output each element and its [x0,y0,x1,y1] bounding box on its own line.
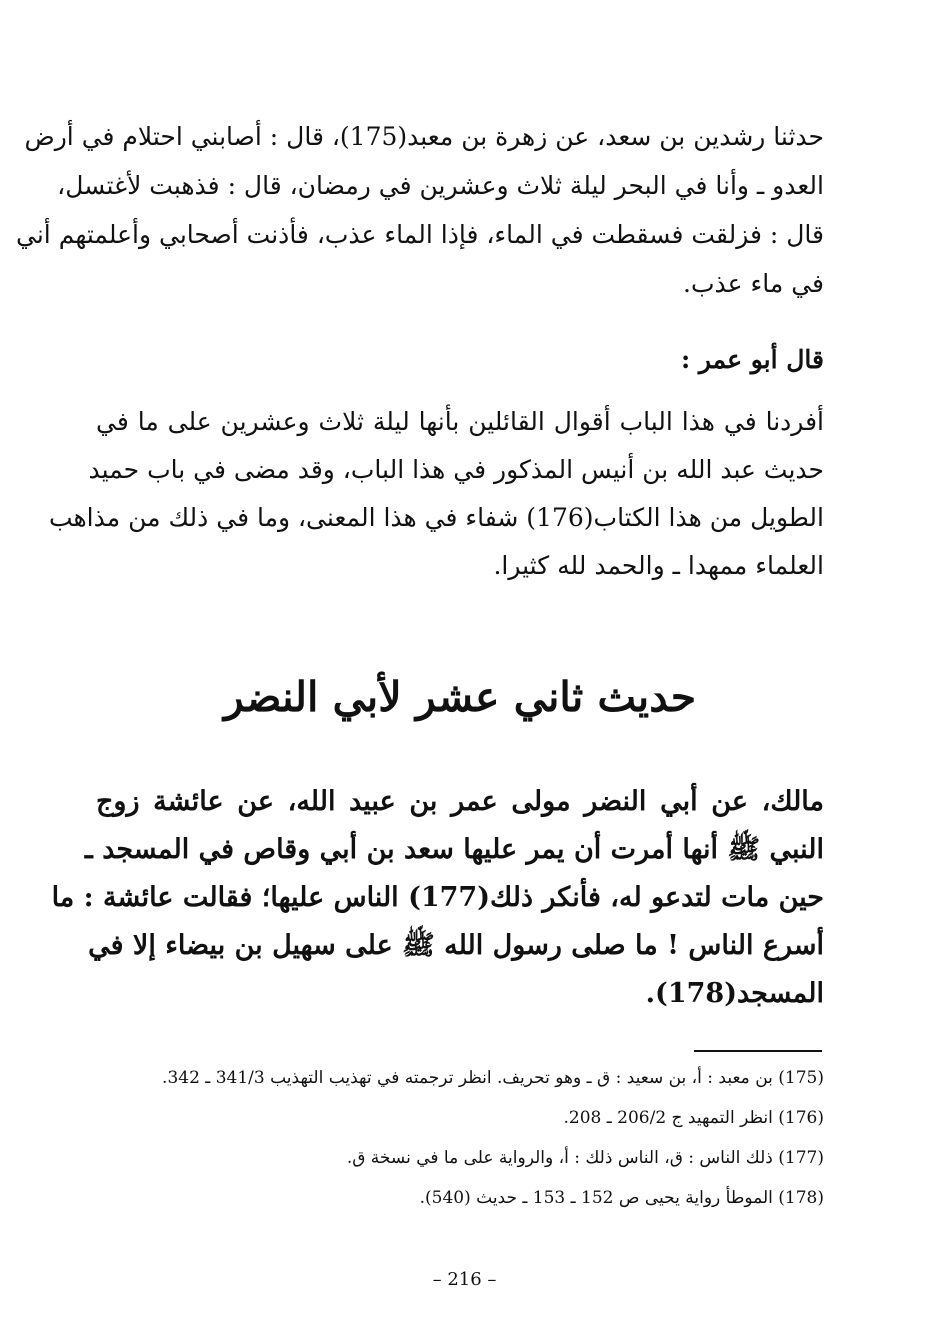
section-title: حديث ثاني عشر لأبي النضر [223,673,697,721]
text-line: في ماء عذب. [683,269,824,298]
footnote-separator [694,1050,822,1052]
paragraph-commentary [48,398,824,590]
text-line: النبي ﷺ أنها أمرت أن يمر عليها سعد بن أبي وقاص في المسجد ـ [84,834,824,865]
text-line: العلماء ممهدا ـ والحمد لله كثيرا. [493,551,824,580]
text-line: مالك، عن أبي النضر مولى عمر بن عبيد الله، عن عائشة زوج [96,786,824,817]
footnote-176: (176) انظر التمهيد ج 206/2 ـ 208. [563,1108,824,1128]
footnote-178: (178) الموطأ رواية يحيى ص 152 ـ 153 ـ حديث (540). [419,1188,824,1208]
text-line: المسجد(178). [645,978,824,1009]
paragraph-hadith-rushdayn [16,112,824,308]
paragraph-hadith-malik [51,778,824,1018]
text-line: حين مات لتدعو له، فأنكر ذلك(177) الناس عليها؛ فقالت عائشة : ما [51,882,824,913]
text-line: الطويل من هذا الكتاب(176) شفاء في هذا المعنى، وما في ذلك من مذاهب [48,503,824,532]
text-line: أفردنا في هذا الباب أقوال القائلين بأنها ليلة ثلاث وعشرين على ما في [96,407,824,436]
footnotes [96,1058,824,1218]
text-line: حدثنا رشدين بن سعد، عن زهرة بن معبد(175)، قال : أصابني احتلام في أرض [24,122,824,151]
footnote-175: (175) بن معبد : أ، بن سعيد : ق ـ وهو تحريف. انظر ترجمته في تهذيب التهذيب 341/3 ـ 342. [162,1068,824,1088]
text-line: العدو ـ وأنا في البحر ليلة ثلاث وعشرين في رمضان، قال : فذهبت لأغتسل، [57,171,824,200]
text-line: أسرع الناس ! ما صلى رسول الله ﷺ على سهيل بن بيضاء إلا في [88,930,824,961]
text-line: حديث عبد الله بن أنيس المذكور في هذا الباب، وقد مضى في باب حميد [88,455,824,484]
footnote-177: (177) ذلك الناس : ق، الناس ذلك : أ، والرواية على ما في نسخة ق. [346,1148,824,1168]
text-line: قال : فزلقت فسقطت في الماء، فإذا الماء عذب، فأذنت أصحابي وأعلمتهم أني [16,220,824,249]
page-number: – 216 – [432,1269,497,1290]
subheading: قال أبو عمر : [680,345,824,374]
